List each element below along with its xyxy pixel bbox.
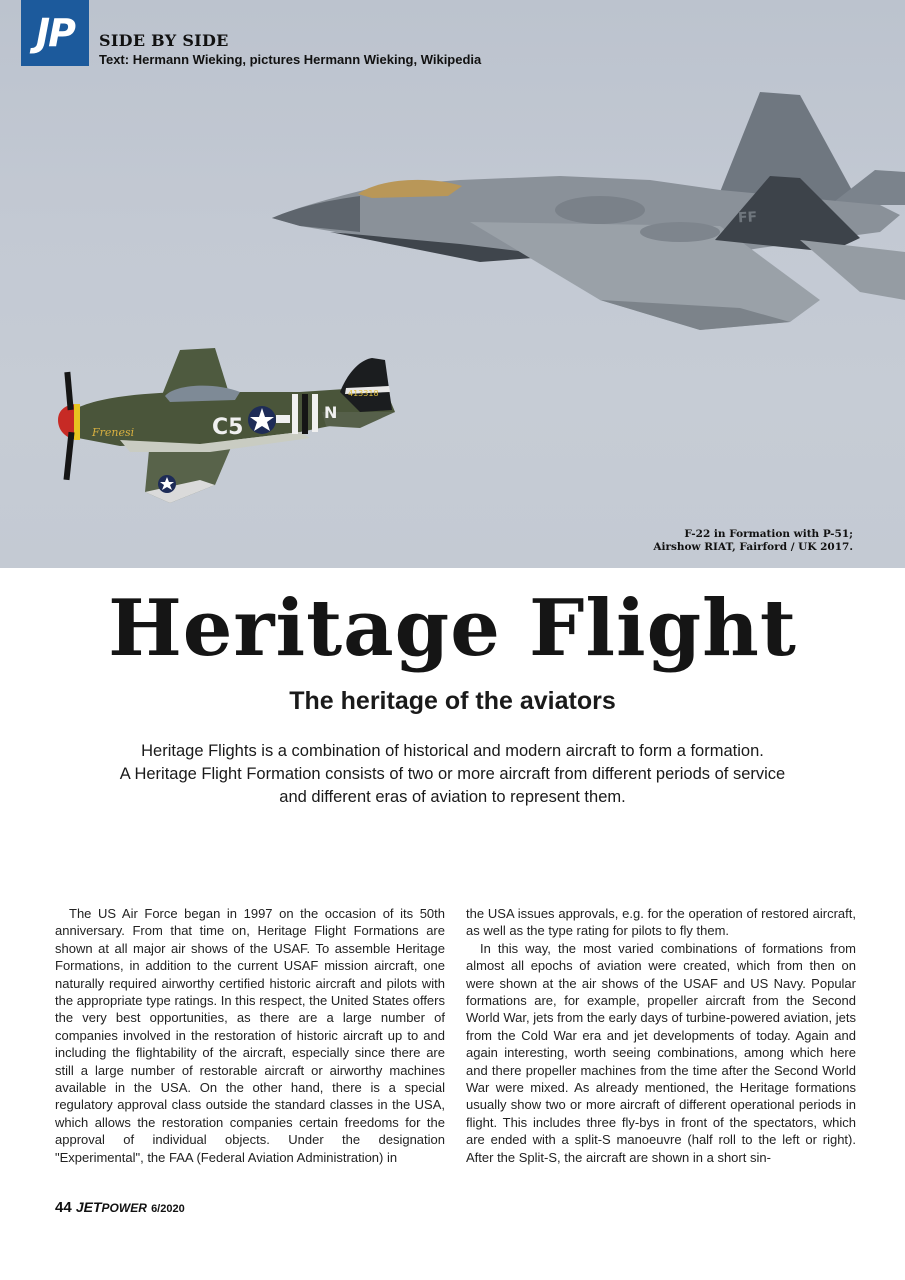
f22-jet (272, 92, 905, 330)
hero-photo (0, 0, 905, 568)
caption-line-1: F-22 in Formation with P-51; (684, 528, 853, 540)
p51-code: C5 (212, 415, 244, 440)
magazine-name-jet: JET (75, 1199, 102, 1215)
p51-serial: 413318 (348, 389, 379, 398)
article-intro (90, 740, 815, 809)
intro-line-3: and different eras of aviation to represent them. (279, 788, 626, 806)
caption-line-2: Airshow RIAT, Fairford / UK 2017. (653, 541, 853, 553)
p51-letter: N (324, 403, 338, 422)
body-column-left (55, 905, 445, 1166)
aircraft-illustration (0, 0, 905, 568)
paragraph-continued: the USA issues approvals, e.g. for the operation of restored aircraft, as well as the type rating for pilots to fly them. (466, 906, 856, 939)
p51-mustang (58, 348, 395, 503)
magazine-name-power: POWER (101, 1201, 147, 1215)
page-footer (55, 1199, 185, 1216)
page-number: 44 (55, 1199, 72, 1216)
article-title: Heritage Flight (108, 583, 797, 674)
paragraph: In this way, the most varied combinations of formations from almost all epochs of aviation were created, which from then on were shown at the air shows of the USAF and US Navy. Popular formations are, for example, propeller aircraft from the Second World War, jets from the early days of turbine-powered aviation, jets from the Cold War era and jet developments of today. Again and again interesting, worth seeing combinations, among which here and there propeller machines from the time after the Second World War were mixed. As already mentioned, the Heritage formations usually show two or more aircraft of different operational periods in flight. This includes three fly-bys in front of the spectators, which are ended with a split-S manoeuvre (half roll to the left or right). After the Split-S, the aircraft are shown in a short sin- (466, 940, 856, 1165)
intro-line-1: Heritage Flights is a combination of historical and modern aircraft to form a formation. (141, 742, 764, 760)
body-column-right (466, 905, 856, 1166)
f22-tail-marking: FF (737, 209, 758, 227)
magazine-name (76, 1201, 147, 1215)
section-label: SIDE BY SIDE (99, 31, 229, 50)
credits-line: Text: Hermann Wieking, pictures Hermann Wieking, Wikipedia (99, 52, 482, 67)
photo-caption (653, 528, 853, 554)
paragraph: The US Air Force began in 1997 on the occasion of its 50th anniversary. From that time on, Heritage Flight Formations are shown at all major air shows of the USAF. To assemble Heritage Formations, in addition to the current USAF mission aircraft, one naturally required airworthy certified historic aircraft and pilots with the appropriate type ratings. In this respect, the United States offers the very best opportunities, as there are a large number of companies involved in the restoration of historic aircraft up to and including the flightability of the aircraft, especially since there are still a large number of restorable aircraft or airworthy machines available in the USA. On the other hand, there is a special regulatory approval class outside the standard classes in the USA, which allows the restoration companies certain freedoms for the approval of individual objects. Under the designation "Experimental", the FAA (Federal Aviation Administration) in (55, 906, 445, 1165)
magazine-logo (21, 0, 89, 66)
p51-nose-art: Frenesi (92, 426, 135, 439)
article-subtitle: The heritage of the aviators (289, 687, 616, 715)
intro-line-2: A Heritage Flight Formation consists of two or more aircraft from different periods of service (119, 765, 786, 783)
issue-number: 6/2020 (151, 1203, 185, 1215)
logo-text: JP (36, 11, 74, 55)
